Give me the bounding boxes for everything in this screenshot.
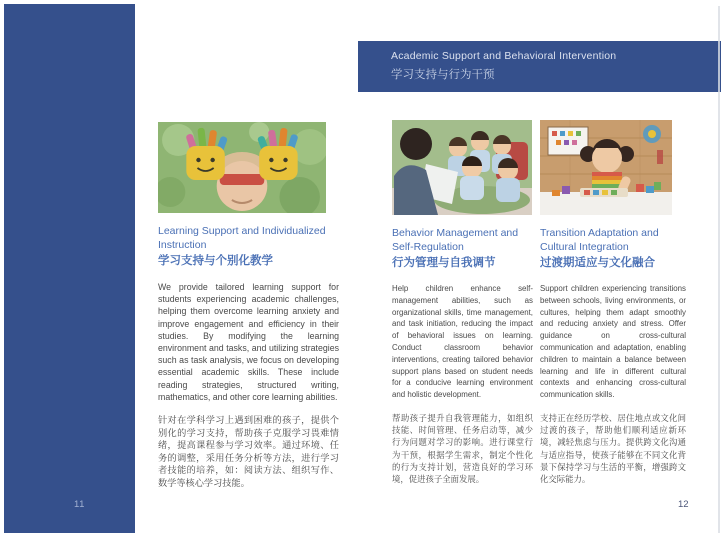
column-body-zh: 支持正在经历学校、居住地点或文化间过渡的孩子，帮助他们顺利适应新环境，减轻焦虑与压力。提供跨文化沟通与适应指导，使孩子能够在不同文化背景下保持学习与生活的平衡，增强跨文化交际能力。 [540, 412, 686, 484]
column-title-zh: 行为管理与自我调节 [392, 257, 496, 269]
column-behavior-management [392, 120, 533, 496]
page-edge-shadow [718, 6, 720, 533]
column-body-en: Help children enhance self-management abilities, such as organizational skills, time management, and task initiation, reducing the impact of behavioral issues on learning. Conduct classroom behavior interventions, creating tailored behavior support plans based on student needs for a conducive learning environment and holistic development. [392, 284, 533, 400]
section-banner [358, 41, 721, 92]
column-title-zh: 过渡期适应与文化融合 [540, 257, 655, 269]
column-body-zh: 针对在学科学习上遇到困难的孩子，提供个别化的学习支持，帮助孩子克服学习畏难情绪，提高课程参与学习效率。通过环境、任务的调整，采用任务分析等方法，进行学习者技能的培养，如：阅读方法、组织写作、数学等核心学习技能。 [158, 415, 339, 488]
teacher-reading-to-children-photo [392, 120, 532, 215]
left-blue-sidebar [4, 4, 135, 533]
column-title-en: Learning Support and Individualized Instruction [158, 225, 326, 251]
column-body-en: We provide tailored learning support for students experiencing academic challenges, helping them overcome learning anxiety and improve engagement and efficiency in their studies. By modifying the learning environment and tasks, and utilizing strategies such as task analysis, we focus on developing essential academic skills. These include reading strategies, structured writing, mathematics, and other core learning abilities. [158, 282, 339, 402]
page-number-right: 12 [678, 499, 689, 510]
column-learning-support [158, 120, 339, 501]
column-body-zh: 帮助孩子提升自我管理能力，如组织技能、时间管理、任务启动等，减少行为问题对学习的影响。进行课堂行为干预，根据学生需求，制定个性化的行为支持计划，营造良好的学习环境，促进孩子全面发展。 [392, 412, 533, 484]
column-title-zh: 学习支持与个别化教学 [158, 255, 273, 267]
child-painted-hands-photo [158, 122, 326, 213]
section-title-en: Academic Support and Behavioral Intervention [391, 50, 617, 62]
column-transition-adaptation [540, 120, 686, 496]
column-title-en: Transition Adaptation and Cultural Integration [540, 227, 659, 253]
column-title-en: Behavior Management and Self-Regulation [392, 227, 519, 253]
column-body-en: Support children experiencing transitions between schools, living environments, or cultures, helping them adapt smoothly and reducing anxiety and stress. Offer guidance on cross-cultural communication and adaptation, enabling children to maintain a balance between learning and life in different cultural contexts and enhancing cross-cultural communication skills. [540, 284, 686, 400]
page-number-left: 11 [74, 499, 85, 510]
section-title-zh: 学习支持与行为干预 [391, 69, 495, 81]
toddler-puzzle-blocks-photo [540, 120, 672, 215]
